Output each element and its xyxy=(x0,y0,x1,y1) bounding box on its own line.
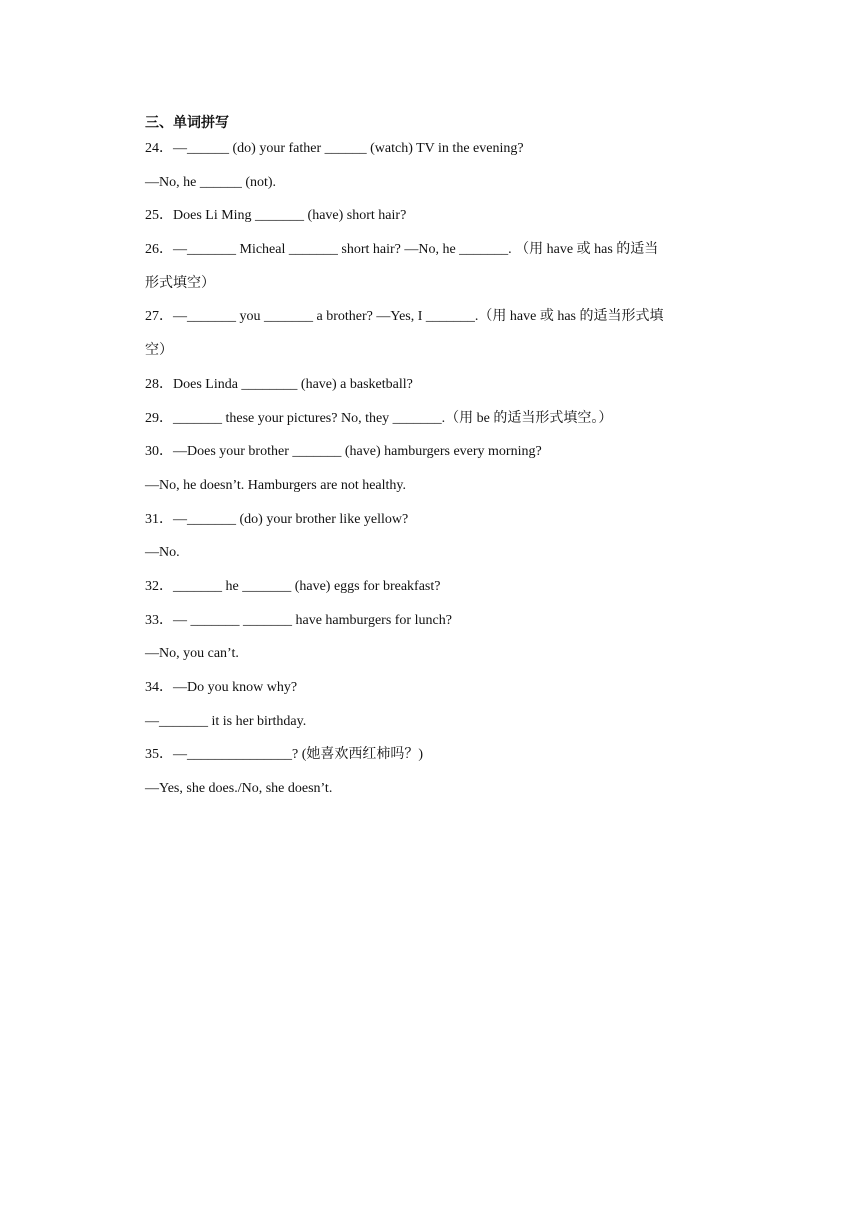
question-29-line: 29．_______ these your pictures? No, they _______.（用 be 的适当形式填空。） xyxy=(145,410,613,426)
question-27-line: 27．—_______ you _______ a brother? —Yes, I _______.（用 have 或 has 的适当形式填 xyxy=(145,309,664,325)
worksheet-page xyxy=(145,111,725,813)
question-30-line: 30．—Does your brother _______ (have) hamburgers every morning? xyxy=(145,444,542,460)
question-26-line: 26．—_______ Micheal _______ short hair? —No, he _______. （用 have 或 has 的适当 xyxy=(145,242,659,258)
question-34-answer-line: —_______ it is her birthday. xyxy=(145,713,307,729)
question-24-line: 24．—______ (do) your father ______ (watch) TV in the evening? xyxy=(145,141,524,156)
question-33-answer-line: —No, you can’t. xyxy=(145,646,239,662)
question-28-line: 28．Does Linda ________ (have) a basketball? xyxy=(145,376,413,392)
question-30-answer-line: —No, he doesn’t. Hamburgers are not healthy. xyxy=(145,477,407,493)
question-27-continuation: 空） xyxy=(145,343,173,359)
question-32-line: 32．_______ he _______ (have) eggs for breakfast? xyxy=(145,578,441,594)
question-35-line: 35．—_______________? (她喜欢西红柿吗？) xyxy=(145,747,424,763)
section-heading: 三、单词拼写 xyxy=(145,115,229,131)
question-25-line: 25．Does Li Ming _______ (have) short hair? xyxy=(145,208,407,224)
question-35-answer-line: —Yes, she does./No, she doesn’t. xyxy=(145,781,333,797)
question-24-answer-line: —No, he ______ (not). xyxy=(145,174,277,190)
question-31-answer-line: —No. xyxy=(145,545,180,561)
question-31-line: 31．—_______ (do) your brother like yellow? xyxy=(145,511,409,527)
question-34-line: 34．—Do you know why? xyxy=(145,680,298,695)
question-33-line: 33．— _______ _______ have hamburgers for lunch? xyxy=(145,612,452,628)
question-26-continuation: 形式填空） xyxy=(145,275,215,291)
